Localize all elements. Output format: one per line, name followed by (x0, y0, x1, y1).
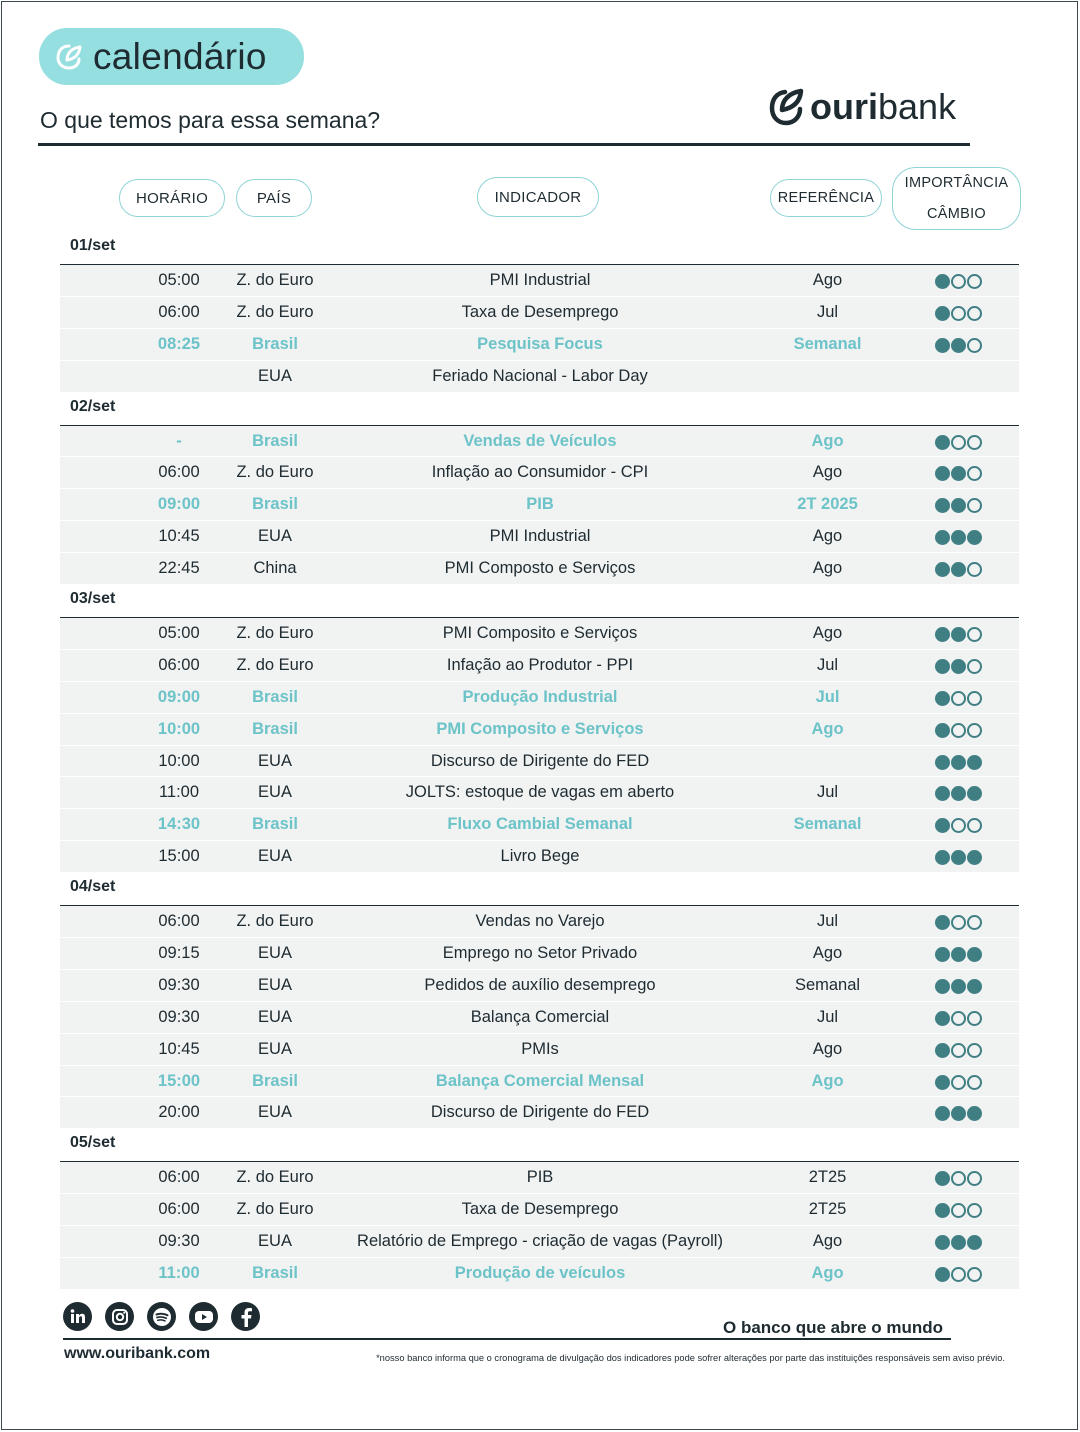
table-row (60, 777, 1019, 809)
importance-dot-empty (967, 659, 982, 674)
importance-dot-filled (935, 818, 950, 833)
page-subtitle: O que temos para essa semana? (40, 107, 381, 133)
fx-label: CÂMBIO (927, 205, 986, 222)
importance-dot-empty (951, 818, 966, 833)
column-header-importance (892, 167, 1021, 230)
importance-dot-filled (935, 1235, 950, 1250)
country-cell: Brasil (252, 1263, 298, 1282)
indicator-cell: PIB (526, 495, 554, 514)
importance-dot-filled (951, 947, 966, 962)
time-cell: 09:30 (158, 1007, 200, 1026)
country-cell: EUA (258, 975, 292, 994)
time-cell: 09:30 (158, 975, 200, 994)
importance-dot-filled (935, 1075, 950, 1090)
indicator-cell: Balança Comercial Mensal (435, 1071, 645, 1090)
importance-dot-filled (967, 755, 982, 770)
time-cell: 09:00 (157, 687, 201, 706)
importance-dot-empty (951, 435, 966, 450)
importance-dot-empty (967, 338, 982, 353)
time-cell: 06:00 (158, 912, 200, 931)
importance-dot-filled (951, 1106, 966, 1121)
time-cell: 10:45 (158, 527, 200, 546)
importance-dot-empty (951, 1075, 966, 1090)
importance-dot-filled (935, 466, 950, 481)
importance-dot-empty (967, 723, 982, 738)
indicator-cell: Livro Bege (500, 847, 580, 866)
indicator-cell: Infação ao Produtor - PPI (446, 655, 634, 674)
importance-dot-filled (935, 1267, 950, 1282)
table-row (60, 489, 1019, 521)
indicator-cell: JOLTS: estoque de vagas em aberto (405, 783, 675, 802)
importance-dot-filled (935, 274, 950, 289)
importance-dot-filled (935, 850, 950, 865)
indicator-cell: Produção Industrial (462, 687, 618, 706)
time-cell: 10:00 (157, 719, 201, 738)
page-title: calendário (93, 35, 267, 77)
country-cell: EUA (258, 1103, 292, 1122)
importance-dot-filled (951, 466, 966, 481)
importance-indicator (935, 627, 982, 642)
country-cell: Z. do Euro (236, 270, 314, 289)
importance-indicator (935, 498, 982, 513)
importance-dot-empty (951, 691, 966, 706)
country-cell: Brasil (252, 334, 298, 353)
column-header-indicator: INDICADOR (477, 177, 599, 217)
country-cell: Brasil (252, 1071, 298, 1090)
day-header (60, 393, 1019, 426)
time-cell: 11:00 (158, 783, 200, 802)
country-cell: EUA (258, 366, 292, 385)
importance-dot-empty (951, 306, 966, 321)
time-cell: 22:45 (158, 559, 200, 578)
reference-cell: Jul (816, 1007, 839, 1026)
importance-dot-filled (967, 947, 982, 962)
importance-dot-filled (935, 435, 950, 450)
reference-cell: Jul (816, 783, 839, 802)
country-cell: EUA (258, 1007, 292, 1026)
country-cell: Brasil (252, 687, 298, 706)
indicator-cell: Feriado Nacional - Labor Day (432, 366, 648, 385)
country-cell: Z. do Euro (236, 1200, 314, 1219)
table-row (60, 1097, 1019, 1129)
indicator-cell: Pedidos de auxílio desemprego (424, 975, 656, 994)
indicator-cell: Vendas no Varejo (475, 912, 605, 931)
importance-dot-filled (935, 562, 950, 577)
importance-dot-filled (951, 338, 966, 353)
country-cell: EUA (258, 847, 292, 866)
linkedin-icon[interactable] (63, 1302, 92, 1331)
reference-cell: Ago (812, 559, 843, 578)
importance-dot-filled (967, 786, 982, 801)
importance-dot-filled (935, 691, 950, 706)
website-link[interactable]: www.ouribank.com (64, 1345, 211, 1362)
importance-dot-filled (951, 755, 966, 770)
table-row (60, 906, 1019, 938)
importance-dot-filled (935, 659, 950, 674)
reference-cell: Semanal (793, 334, 862, 353)
importance-dot-filled (935, 306, 950, 321)
leaf-icon (55, 43, 83, 71)
importance-indicator (935, 818, 982, 833)
country-cell: EUA (258, 1039, 292, 1058)
indicator-cell: Discurso de Dirigente do FED (430, 751, 650, 770)
importance-dot-filled (935, 755, 950, 770)
importance-dot-filled (935, 498, 950, 513)
country-cell: Z. do Euro (236, 912, 314, 931)
day-header (60, 232, 1019, 265)
table-row (60, 746, 1019, 778)
importance-dot-filled (967, 979, 982, 994)
indicator-cell: Pesquisa Focus (477, 334, 603, 353)
importance-indicator (935, 466, 982, 481)
importance-dot-empty (967, 498, 982, 513)
importance-indicator (935, 274, 982, 289)
indicator-cell: PMI Composto e Serviços (444, 559, 636, 578)
reference-cell: Ago (812, 1232, 843, 1251)
importance-dot-empty (967, 1203, 982, 1218)
time-cell: 14:30 (157, 815, 201, 834)
indicator-cell: PIB (526, 1168, 554, 1187)
indicator-cell: PMI Composito e Serviços (442, 623, 638, 642)
importance-indicator (935, 1267, 982, 1282)
time-cell: 15:00 (158, 847, 200, 866)
importance-dot-filled (951, 786, 966, 801)
ouribank-logo-icon (768, 86, 804, 128)
importance-dot-filled (935, 1011, 950, 1026)
social-links (63, 1302, 260, 1331)
reference-cell: Ago (812, 270, 843, 289)
table-row (60, 521, 1019, 553)
importance-dot-filled (951, 659, 966, 674)
time-cell: 15:00 (157, 1071, 201, 1090)
indicator-cell: Emprego no Setor Privado (442, 943, 638, 962)
disclaimer-note: *nosso banco informa que o cronograma de divulgação dos indicadores pode sofrer alterações por parte das instituições responsáveis sem aviso prévio. (376, 1353, 1005, 1363)
importance-label: IMPORTÂNCIA (904, 174, 1009, 191)
importance-indicator (935, 562, 982, 577)
reference-cell: 2T 2025 (797, 495, 858, 514)
importance-dot-empty (951, 1011, 966, 1026)
table-row (60, 1002, 1019, 1034)
table-row (60, 841, 1019, 873)
importance-dot-filled (967, 530, 982, 545)
time-cell: 20:00 (158, 1103, 200, 1122)
indicator-cell: Inflação ao Consumidor - CPI (431, 463, 649, 482)
importance-dot-empty (967, 915, 982, 930)
country-cell: Brasil (252, 495, 298, 514)
footer-rule (63, 1338, 951, 1340)
time-cell: 06:00 (158, 655, 200, 674)
importance-dot-empty (967, 691, 982, 706)
reference-cell: Ago (811, 1263, 844, 1282)
importance-indicator (935, 850, 982, 865)
time-cell: 06:00 (158, 1168, 200, 1187)
time-cell: 10:00 (158, 751, 200, 770)
importance-dot-empty (951, 1043, 966, 1058)
indicator-cell: PMI Industrial (489, 270, 591, 289)
importance-dot-filled (951, 979, 966, 994)
importance-dot-empty (967, 818, 982, 833)
country-cell: EUA (258, 527, 292, 546)
importance-indicator (935, 947, 982, 962)
indicator-cell: Discurso de Dirigente do FED (430, 1103, 650, 1122)
table-row (60, 618, 1019, 650)
importance-indicator (935, 306, 982, 321)
time-cell: 09:30 (158, 1232, 200, 1251)
table-row (60, 329, 1019, 361)
table-row (60, 553, 1019, 585)
table-row (60, 970, 1019, 1002)
importance-dot-filled (935, 786, 950, 801)
country-cell: Brasil (252, 431, 298, 450)
importance-dot-filled (935, 947, 950, 962)
reference-cell: Semanal (794, 975, 861, 994)
importance-dot-filled (935, 1171, 950, 1186)
time-cell: 11:00 (158, 1263, 200, 1282)
calendar-title-badge (39, 28, 304, 85)
header-rule (38, 143, 970, 146)
importance-indicator (935, 1203, 982, 1218)
table-row (60, 938, 1019, 970)
table-row (60, 1162, 1019, 1194)
brand-name-light: bank (878, 86, 957, 127)
importance-dot-empty (967, 306, 982, 321)
reference-cell: Jul (816, 655, 839, 674)
importance-dot-filled (935, 915, 950, 930)
time-cell: 06:00 (158, 302, 200, 321)
importance-indicator (935, 723, 982, 738)
indicator-cell: Taxa de Desemprego (461, 302, 619, 321)
instagram-icon[interactable] (105, 1302, 134, 1331)
importance-dot-filled (951, 850, 966, 865)
reference-cell: Ago (811, 431, 844, 450)
importance-dot-empty (967, 627, 982, 642)
reference-cell: Jul (815, 687, 840, 706)
slogan: O banco que abre o mundo (723, 1318, 944, 1337)
importance-indicator (935, 755, 982, 770)
youtube-icon[interactable] (189, 1302, 218, 1331)
importance-dot-filled (951, 530, 966, 545)
column-header-reference: REFERÊNCIA (770, 179, 882, 217)
importance-indicator (935, 691, 982, 706)
time-cell: 08:25 (157, 334, 201, 353)
table-row (60, 297, 1019, 329)
facebook-icon[interactable] (231, 1302, 260, 1331)
importance-dot-empty (967, 435, 982, 450)
importance-dot-empty (951, 1171, 966, 1186)
indicator-cell: Vendas de Veículos (463, 431, 617, 450)
importance-dot-filled (935, 1203, 950, 1218)
country-cell: EUA (258, 751, 292, 770)
importance-indicator (935, 1075, 982, 1090)
reference-cell: Ago (812, 463, 843, 482)
importance-dot-filled (967, 1106, 982, 1121)
day-label: 01/set (70, 237, 116, 254)
reference-cell: Jul (816, 912, 839, 931)
country-cell: EUA (258, 783, 292, 802)
indicator-cell: Taxa de Desemprego (461, 1200, 619, 1219)
time-cell: 05:00 (158, 270, 200, 289)
importance-dot-filled (935, 1043, 950, 1058)
reference-cell: Ago (812, 527, 843, 546)
table-row (60, 457, 1019, 489)
column-header-country: PAÍS (236, 179, 312, 217)
calendar-table (60, 232, 1019, 1290)
importance-indicator (935, 338, 982, 353)
brand-logo (768, 86, 956, 128)
country-cell: Brasil (252, 719, 298, 738)
importance-dot-empty (967, 1011, 982, 1026)
table-row (60, 1066, 1019, 1098)
importance-dot-filled (967, 850, 982, 865)
country-cell: Z. do Euro (236, 463, 314, 482)
time-cell: 06:00 (158, 1200, 200, 1219)
day-header (60, 873, 1019, 906)
spotify-icon[interactable] (147, 1302, 176, 1331)
reference-cell: 2T25 (808, 1168, 847, 1187)
importance-indicator (935, 786, 982, 801)
time-cell: 06:00 (158, 463, 200, 482)
country-cell: EUA (258, 943, 292, 962)
importance-indicator (935, 530, 982, 545)
table-row (60, 809, 1019, 841)
country-cell: Z. do Euro (236, 655, 314, 674)
reference-cell: 2T25 (808, 1200, 847, 1219)
importance-dot-filled (935, 723, 950, 738)
importance-dot-filled (967, 1235, 982, 1250)
importance-dot-empty (951, 915, 966, 930)
reference-cell: Ago (811, 719, 844, 738)
time-cell: - (176, 431, 182, 450)
day-label: 04/set (70, 878, 116, 896)
reference-cell: Semanal (793, 815, 862, 834)
reference-cell: Ago (812, 623, 843, 642)
reference-cell: Ago (811, 1071, 844, 1090)
importance-dot-empty (967, 466, 982, 481)
importance-dot-empty (967, 274, 982, 289)
day-label: 02/set (70, 397, 116, 415)
importance-indicator (935, 659, 982, 674)
indicator-cell: Balança Comercial (470, 1007, 610, 1026)
day-label: 05/set (70, 1134, 116, 1152)
reference-cell: Ago (812, 943, 843, 962)
importance-indicator (935, 1106, 982, 1121)
importance-dot-empty (951, 274, 966, 289)
country-cell: Z. do Euro (236, 623, 314, 642)
importance-indicator (935, 1011, 982, 1026)
importance-dot-filled (951, 498, 966, 513)
importance-indicator (935, 915, 982, 930)
importance-indicator (935, 1043, 982, 1058)
table-row (60, 1258, 1019, 1290)
table-row (60, 1194, 1019, 1226)
importance-indicator (935, 435, 982, 450)
importance-dot-filled (951, 562, 966, 577)
brand-name-bold: ouri (810, 86, 878, 127)
table-row (60, 426, 1019, 458)
indicator-cell: Relatório de Emprego - criação de vagas (Payroll) (357, 1232, 723, 1251)
importance-dot-empty (951, 723, 966, 738)
time-cell: 10:45 (158, 1039, 200, 1058)
importance-dot-filled (935, 979, 950, 994)
time-cell: 09:15 (158, 943, 200, 962)
day-label: 03/set (70, 590, 116, 608)
importance-dot-filled (951, 627, 966, 642)
importance-indicator (935, 979, 982, 994)
table-row (60, 265, 1019, 297)
day-header (60, 1129, 1019, 1162)
importance-dot-empty (967, 1171, 982, 1186)
indicator-cell: PMI Composito e Serviços (436, 719, 644, 738)
indicator-cell: PMIs (521, 1039, 559, 1058)
importance-indicator (935, 1235, 982, 1250)
importance-dot-filled (935, 627, 950, 642)
importance-indicator (935, 1171, 982, 1186)
reference-cell: Jul (816, 302, 839, 321)
reference-cell: Ago (812, 1039, 843, 1058)
column-header-time: HORÁRIO (119, 179, 225, 217)
country-cell: EUA (258, 1232, 292, 1251)
table-row (60, 682, 1019, 714)
importance-dot-empty (967, 562, 982, 577)
indicator-cell: Fluxo Cambial Semanal (447, 815, 633, 834)
importance-dot-empty (967, 1043, 982, 1058)
country-cell: Z. do Euro (236, 302, 314, 321)
table-row (60, 650, 1019, 682)
importance-dot-empty (967, 1267, 982, 1282)
importance-dot-filled (935, 338, 950, 353)
importance-dot-filled (935, 530, 950, 545)
importance-dot-filled (935, 1106, 950, 1121)
table-row (60, 361, 1019, 393)
indicator-cell: PMI Industrial (489, 527, 591, 546)
table-row (60, 1034, 1019, 1066)
importance-dot-filled (951, 1235, 966, 1250)
time-cell: 09:00 (157, 495, 201, 514)
country-cell: Z. do Euro (236, 1168, 314, 1187)
time-cell: 05:00 (158, 623, 200, 642)
country-cell: Brasil (252, 815, 298, 834)
indicator-cell: Produção de veículos (454, 1263, 626, 1282)
importance-dot-empty (967, 1075, 982, 1090)
table-row (60, 714, 1019, 746)
day-header (60, 585, 1019, 618)
table-row (60, 1226, 1019, 1258)
country-cell: China (253, 559, 297, 578)
importance-dot-empty (951, 1267, 966, 1282)
importance-dot-empty (951, 1203, 966, 1218)
